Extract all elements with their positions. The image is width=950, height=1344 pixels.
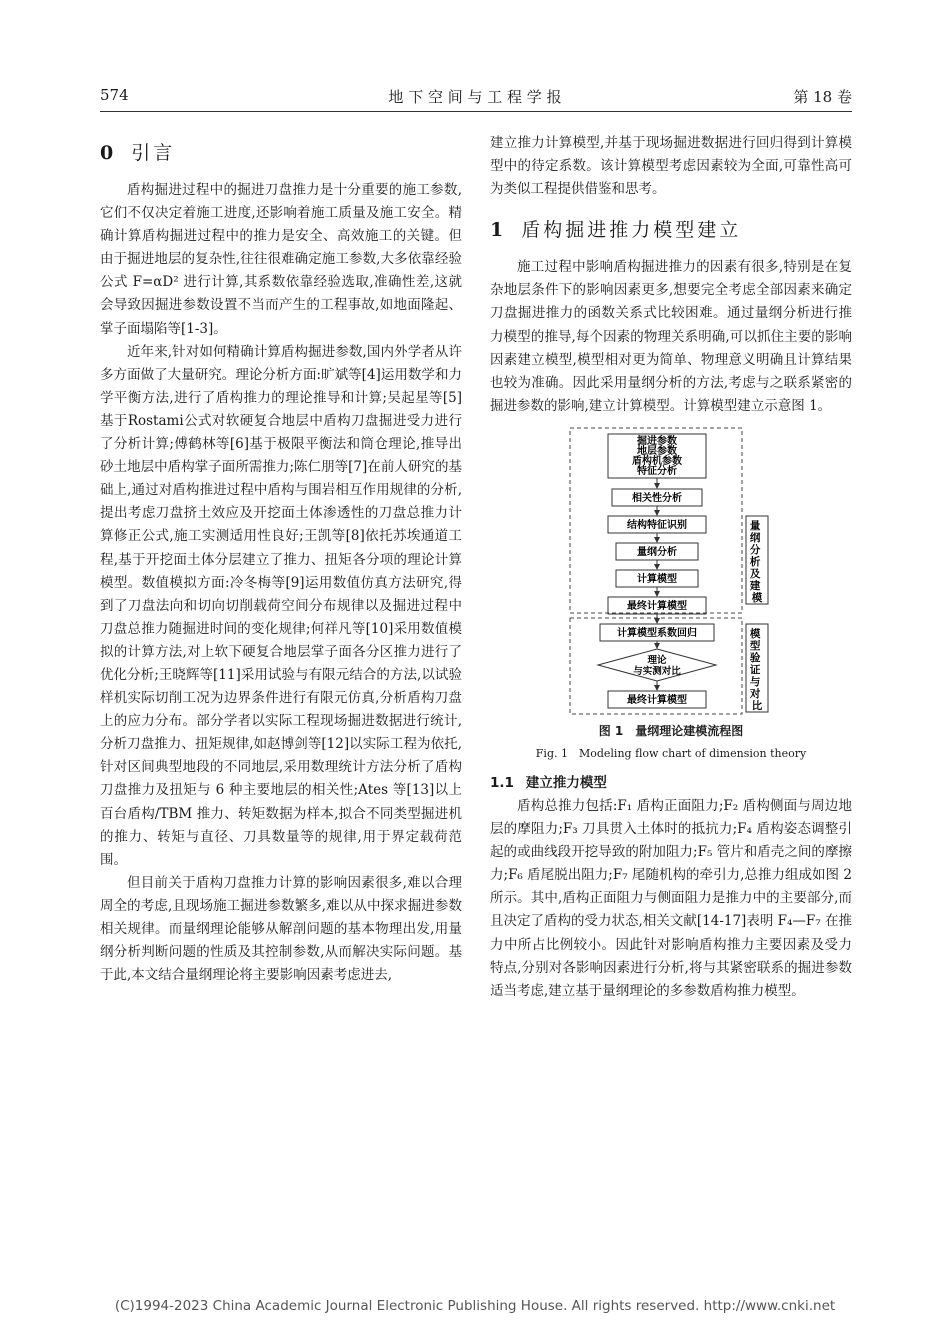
- side-label-modeling: 量 纲 分 析 及 建 模: [749, 519, 763, 604]
- section-1-paragraph: 施工过程中影响盾构掘进推力的因素有很多,特别是在复杂地层条件下的影响因素更多,想要完全考虑全部因素来确定刀盘掘进推力的函数关系式比较困难。通过量纲分析进行推力模型的推导,每个因素的物理关系明确,可以抓住主要的影响因素建立模型,模型相对更为简单、物理意义明确且计算结果也较为准确。因此采用量纲分析的方法,考虑与之联系紧密的掘进参数的影响,建立计算模型。计算模型建立示意图 1。: [490, 259, 852, 414]
- subsection-heading-1-1: 1.1 建立推力模型: [490, 774, 607, 791]
- step-label: 最终计算模型: [627, 694, 687, 706]
- step-label: 与实测对比: [633, 665, 681, 677]
- step-label: 计算模型系数回归: [617, 627, 697, 639]
- step-label: 相关性分析: [632, 492, 682, 504]
- page-number: 574: [100, 86, 129, 104]
- section-heading-intro: 0 引言: [100, 142, 176, 164]
- intro-paragraph-3: 但目前关于盾构刀盘推力计算的影响因素很多,难以合理周全的考虑,且现场施工掘进参数繁多,难以从中探求掘进参数相关规律。而量纲理论能够从解剖问题的基本物理出发,用量纲分析判断问题的性质及其控制参数,从而解决实际问题。基于此,本文结合量纲理论将主要影响因素考虑进去,: [100, 874, 462, 984]
- figure-1-caption-en: Fig. 1 Modeling flow chart of dimension theory: [535, 746, 807, 760]
- step-label: 盾构机参数: [632, 455, 682, 467]
- flowchart: [490, 426, 852, 716]
- side-label-validation: 模 型 验 证 与 对 比: [749, 627, 763, 712]
- header-rule: [100, 111, 852, 112]
- step-label: 理论: [647, 654, 667, 666]
- intro-paragraph-3-continued: 建立推力计算模型,并基于现场掘进数据进行回归得到计算模型中的待定系数。该计算模型考虑因素较为全面,可靠性高可为类似工程提供借鉴和思考。: [490, 135, 852, 198]
- intro-paragraph-1: 盾构掘进过程中的掘进刀盘推力是十分重要的施工参数,它们不仅决定着施工进度,还影响着施工质量及施工安全。精确计算盾构掘进过程中的推力是安全、高效施工的关键。但由于掘进地层的复杂性,往往很难确定施工参数,大多依靠经验公式 F=αD² 进行计算,其系数依靠经验选取,准确性差,这就会导致因掘进参数设置不当而产生的工程事故,如地面隆起、掌子面塌陷等[1-3]。: [100, 182, 462, 337]
- section-heading-1: 1 盾构掘进推力模型建立: [490, 219, 742, 242]
- figure-1-caption-zh: 图 1 量纲理论建模流程图: [598, 723, 744, 738]
- right-column: [490, 132, 852, 1003]
- step-label: 最终计算模型: [627, 600, 687, 612]
- left-column: [100, 132, 462, 987]
- step-label: 地层参数: [637, 445, 677, 457]
- step-label: 掘进参数: [637, 435, 677, 447]
- journal-title: 地 下 空 间 与 工 程 学 报: [388, 88, 562, 106]
- intro-paragraph-2: 近年来,针对如何精确计算盾构掘进参数,国内外学者从许多方面做了大量研究。理论分析方面:旷斌等[4]运用数学和力学平衡方法,进行了盾构推力的理论推导和计算;吴起星等[5]基于Rostami公式对软硬复合地层中盾构刀盘掘进受力进行了分析计算;傅鹤林等[6]基于极限平衡法和筒仓理论,推导出砂土地层中盾构掌子面所需推力;陈仁朋等[7]在前人研究的基础上,通过对盾构推进过程中盾构与围岩相互作用规律的分析,提出考虑刀盘挤土效应及开挖面土体渗透性的刀盘总推力计算修正公式,施工实测适用性良好;王凯等[8]依托苏埃通道工程,基于开挖面土体分层建立了推力、扭矩各分项的理论计算模型。数值模拟方面:冷冬梅等[9]运用数值仿真方法研究,得到了刀盘法向和切向切削载荷空间分布规律以及掘进过程中刀盘总推力随掘进时间的变化规律;何祥凡等[10]采用数值模拟的计算方法,对上软下硬复合地层掌子面各分区推力进行了优化分析;王晓辉等[11]采用试验与有限元结合的方法,以试验样机实际切削工况为边界条件进行有限元仿真,分析盾构刀盘上的应力分布。部分学者以实际工程现场掘进数据进行统计,分析刀盘推力、扭矩规律,如赵博剑等[12]以实际工程为依托,针对区间典型地段的不同地层,采用数理统计方法分析了盾构刀盘推力及扭矩与 6 种主要地层的相关性;Ates 等[13]以上百台盾构/TBM 推力、转矩数据为样本,拟合不同类型掘进机的推力、转矩与直径、刀具数量等的规律,用于界定载荷范围。: [100, 343, 462, 868]
- volume-number: 第 18 卷: [793, 88, 852, 106]
- subsection-1-1-paragraph: 盾构总推力包括:F₁ 盾构正面阻力;F₂ 盾构侧面与周边地层的摩阻力;F₃ 刀具贯入土体时的抵抗力;F₄ 盾构姿态调整引起的或曲线段开挖导致的附加阻力;F₅ 管片和盾壳之间的摩擦力;F₆ 盾尾脱出阻力;F₇ 尾随机构的牵引力,总推力组成如图 2 所示。其中,盾构正面阻力与侧面阻力是推力中的主要部分,而且决定了盾构的受力状态,相关文献[14-17]表明 F₄—F₇ 在推力中所占比例较小。因此针对影响盾构推力主要因素及受力特点,分别对各影响因素进行分析,将与其紧密联系的掘进参数适当考虑,建立基于量纲理论的多参数盾构推力模型。: [490, 797, 852, 999]
- step-label: 量纲分析: [637, 546, 677, 558]
- step-label: 特征分析: [637, 465, 677, 477]
- step-label: 计算模型: [637, 573, 677, 585]
- figure-1: [490, 426, 852, 716]
- copyright-footer: (C)1994-2023 China Academic Journal Electronic Publishing House. All rights reserved. http://www.cnki.net: [114, 1298, 836, 1314]
- step-label: 结构特征识别: [627, 519, 687, 531]
